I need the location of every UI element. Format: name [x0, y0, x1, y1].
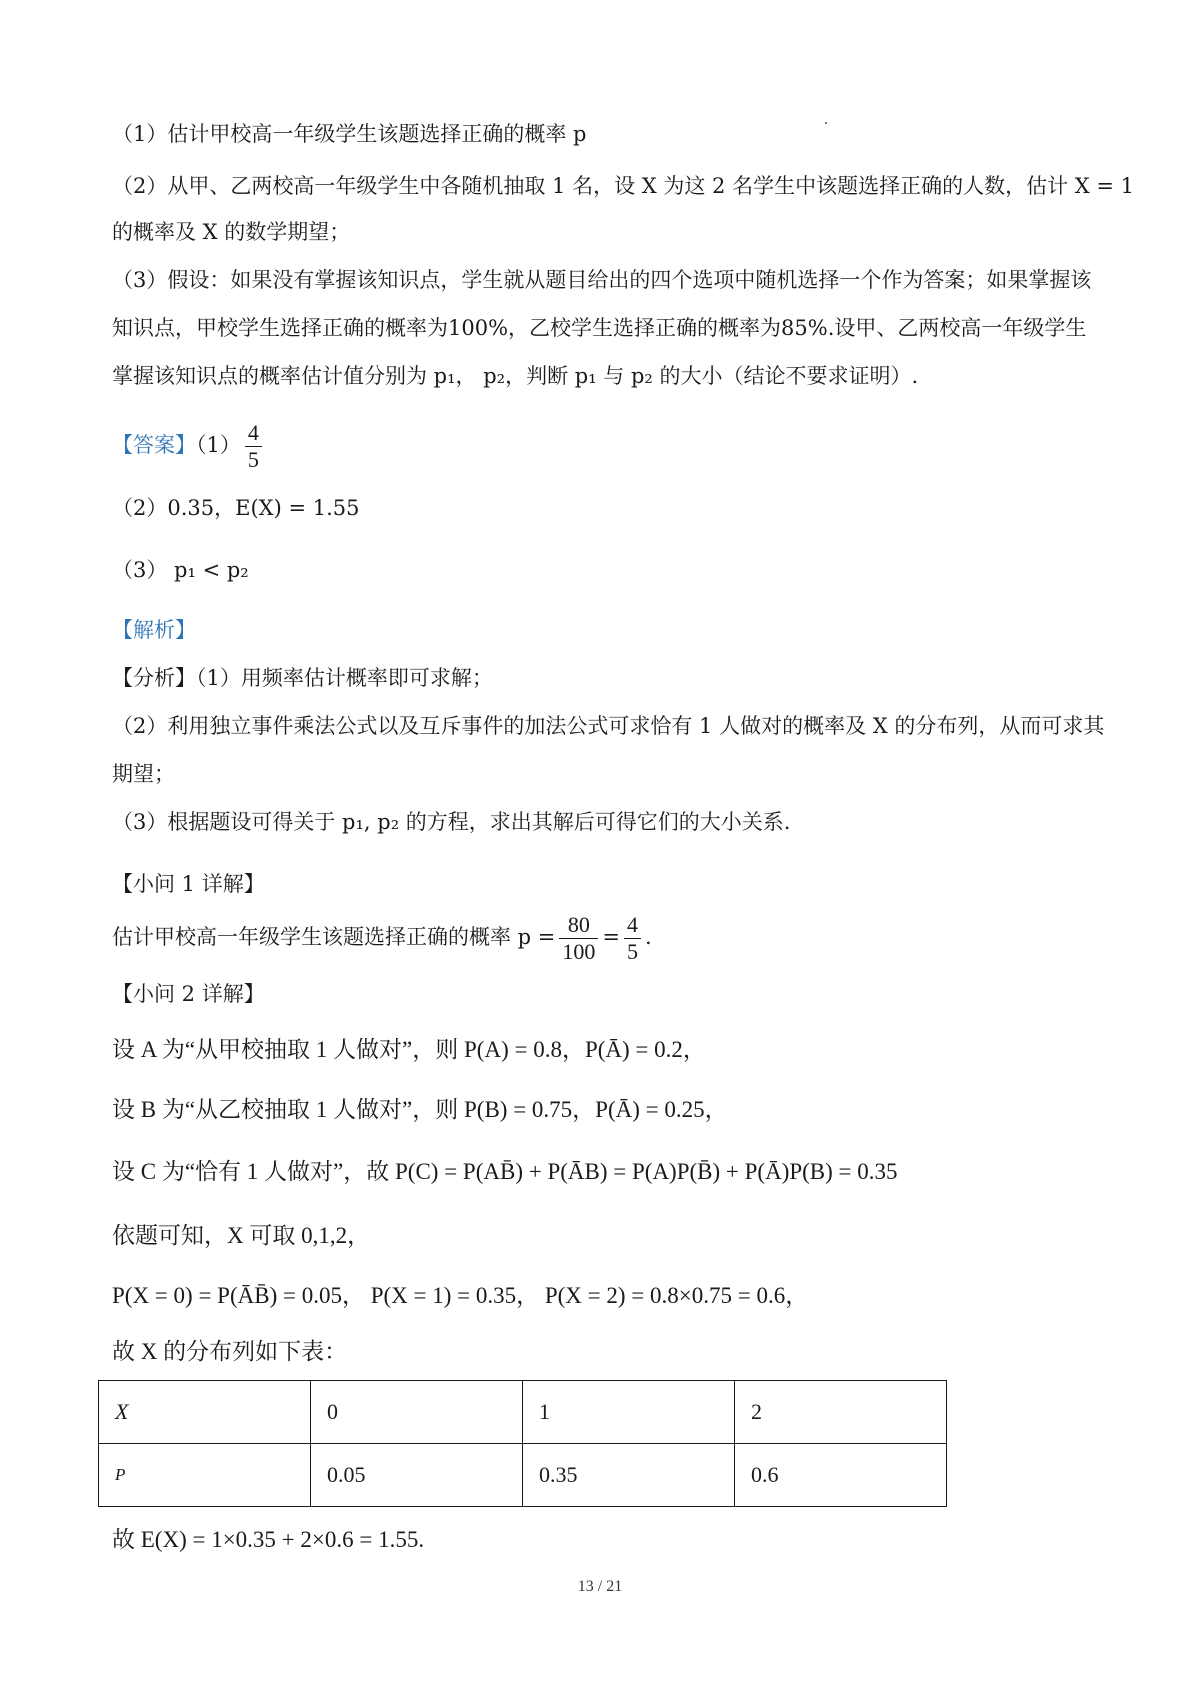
- question-3-line-1: （3）假设：如果没有掌握该知识点，学生就从题目给出的四个选项中随机选择一个作为答案；如果掌握该: [112, 268, 1092, 292]
- answer-1-fraction: [245, 420, 262, 473]
- subquestion-1-title: 【小问 1 详解】: [112, 872, 265, 896]
- table-cell: 0.05: [311, 1444, 523, 1507]
- table-cell: X: [99, 1381, 311, 1444]
- answer-1-denominator: 5: [247, 447, 259, 472]
- fraction-80-100-numerator: 80: [559, 912, 598, 939]
- subquestion-2-title: 【小问 2 详解】: [112, 982, 265, 1006]
- stray-dot: [825, 122, 827, 124]
- question-3-line-3: 掌握该知识点的概率估计值分别为 p₁， p₂，判断 p₁ 与 p₂ 的大小（结论不要求证明）.: [112, 364, 919, 388]
- table-cell: 0.6: [735, 1444, 947, 1507]
- table-row: [99, 1381, 947, 1444]
- analysis-fenxi-3: （3）根据题设可得关于 p₁, p₂ 的方程，求出其解后可得它们的大小关系.: [112, 810, 791, 834]
- table-cell: 0.35: [523, 1444, 735, 1507]
- question-3-line-2: 知识点，甲校学生选择正确的概率为100%，乙校学生选择正确的概率为85%.设甲、乙两校高一年级学生: [112, 316, 1087, 340]
- answer-1-numerator: 4: [245, 420, 262, 447]
- question-1: （1）估计甲校高一年级学生该题选择正确的概率 p: [112, 122, 587, 146]
- table-row: [99, 1444, 947, 1507]
- analysis-tag: 【解析】: [112, 618, 196, 642]
- answer-tag: 【答案】: [112, 433, 196, 457]
- fraction-4-5: [624, 912, 641, 965]
- table-cell: 1: [523, 1381, 735, 1444]
- fraction-80-100-denominator: 100: [562, 939, 596, 964]
- analysis-fenxi-2-line-1: （2）利用独立事件乘法公式以及互斥事件的加法公式可求恰有 1 人做对的概率及 X 的分布列，从而可求其: [112, 714, 1105, 738]
- subquestion-1-text: 估计甲校高一年级学生该题选择正确的概率 p =: [112, 925, 556, 949]
- subquestion-2-event-c: 设 C 为“恰有 1 人做对”，故 P(C) = P(AB̄) + P(ĀB) = P(A)P(B̄) + P(Ā)P(B) = 0.35: [112, 1159, 898, 1184]
- answer-3: （3） p₁ < p₂: [112, 558, 249, 582]
- question-2-line-1: （2）从甲、乙两校高一年级学生中各随机抽取 1 名，设 X 为这 2 名学生中该题选择正确的人数，估计 X = 1: [112, 174, 1135, 198]
- answer-1-label: （1）: [196, 433, 241, 457]
- question-2-line-2: 的概率及 X 的数学期望；: [112, 220, 351, 244]
- analysis-fenxi-1: 【分析】（1）用频率估计概率即可求解；: [112, 666, 493, 690]
- analysis-fenxi-2-line-2: 期望；: [112, 762, 175, 786]
- page-number: 13 / 21: [577, 1578, 623, 1595]
- fraction-4-5-numerator: 4: [624, 912, 641, 939]
- subquestion-2-values: 依题可知，X 可取 0,1,2，: [112, 1223, 371, 1248]
- subquestion-2-table-intro: 故 X 的分布列如下表：: [112, 1339, 348, 1364]
- table-cell: 2: [735, 1381, 947, 1444]
- distribution-table: [98, 1380, 947, 1507]
- expectation-result: 故 E(X) = 1×0.35 + 2×0.6 = 1.55.: [112, 1527, 425, 1552]
- answer-2: （2）0.35，E(X) = 1.55: [112, 496, 360, 520]
- subquestion-2-probabilities: P(X = 0) = P(ĀB̄) = 0.05， P(X = 1) = 0.35， P(X = 2) = 0.8×0.75 = 0.6，: [112, 1283, 809, 1308]
- equals-sign: =: [602, 925, 620, 949]
- fraction-4-5-denominator: 5: [627, 939, 638, 964]
- table-cell: 0: [311, 1381, 523, 1444]
- period: .: [645, 925, 652, 949]
- subquestion-2-event-a: 设 A 为“从甲校抽取 1 人做对”，则 P(A) = 0.8，P(Ā) = 0.2，: [112, 1037, 706, 1062]
- answer-line-1: [112, 420, 266, 473]
- table-cell: P: [99, 1444, 311, 1507]
- subquestion-2-event-b: 设 B 为“从乙校抽取 1 人做对”，则 P(B) = 0.75，P(Ā) = 0.25，: [112, 1097, 728, 1122]
- fraction-80-100: [559, 912, 598, 965]
- subquestion-1-solution: [112, 912, 652, 965]
